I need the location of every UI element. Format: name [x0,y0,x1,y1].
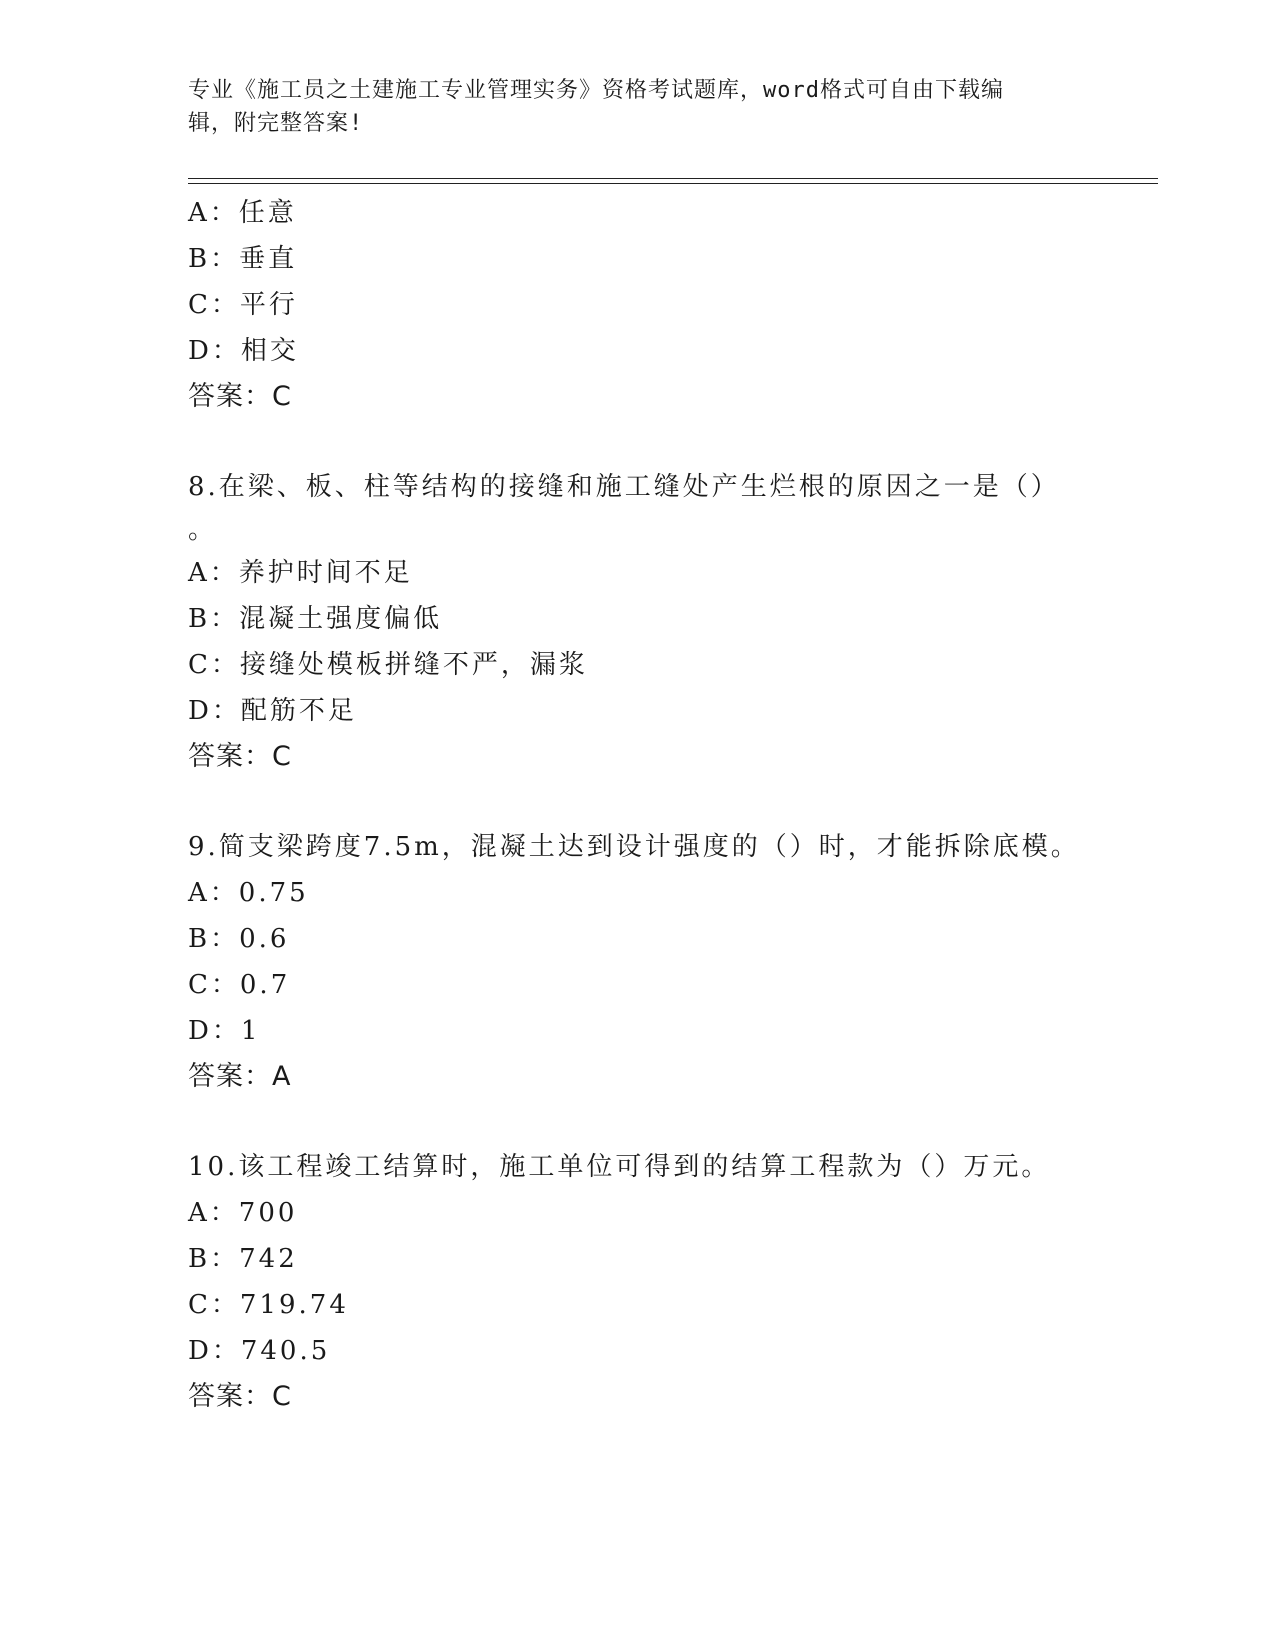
option-c: C：719.74 [188,1290,349,1320]
question-list [188,190,1088,1420]
answer-line: 答案：C [188,741,292,772]
option-c: C：0.7 [188,970,291,1000]
option-a: A：养护时间不足 [188,558,413,588]
question-9-block [188,824,1088,1100]
header-line-2: 辑，附完整答案! [188,111,364,136]
header-line-1: 专业《施工员之土建施工专业管理实务》资格考试题库，word格式可自由下载编 [188,78,1004,103]
question-10-block [188,1144,1088,1420]
option-b: B：742 [188,1244,298,1274]
question-text: 8.在梁、板、柱等结构的接缝和施工缝处产生烂根的原因之一是（） [188,472,1060,502]
option-a: A：700 [188,1198,298,1228]
question-text: 9.简支梁跨度7.5m，混凝土达到设计强度的（）时，才能拆除底模。 [188,832,1080,862]
option-b: B：0.6 [188,924,290,954]
option-d: D：相交 [188,336,299,366]
question-8-block [188,464,1088,780]
answer-line: 答案：A [188,1061,292,1092]
option-b: B：混凝土强度偏低 [188,604,443,634]
header-rule-top [188,178,1158,179]
option-a: A：0.75 [188,878,309,908]
question-text: 10.该工程竣工结算时，施工单位可得到的结算工程款为（）万元。 [188,1152,1051,1182]
option-c: C：接缝处模板拼缝不严，漏浆 [188,650,588,680]
question-text-continued: 。 [188,515,215,545]
option-d: D：配筋不足 [188,696,357,726]
answer-line: 答案：C [188,381,292,412]
option-c: C：平行 [188,290,298,320]
option-d: D：1 [188,1016,261,1046]
question-7-block [188,190,1088,420]
header-rule-bottom [188,183,1158,184]
option-d: D：740.5 [188,1336,331,1366]
document-header [188,74,1088,140]
option-a: A：任意 [188,198,297,228]
option-b: B：垂直 [188,244,298,274]
answer-line: 答案：C [188,1381,292,1412]
